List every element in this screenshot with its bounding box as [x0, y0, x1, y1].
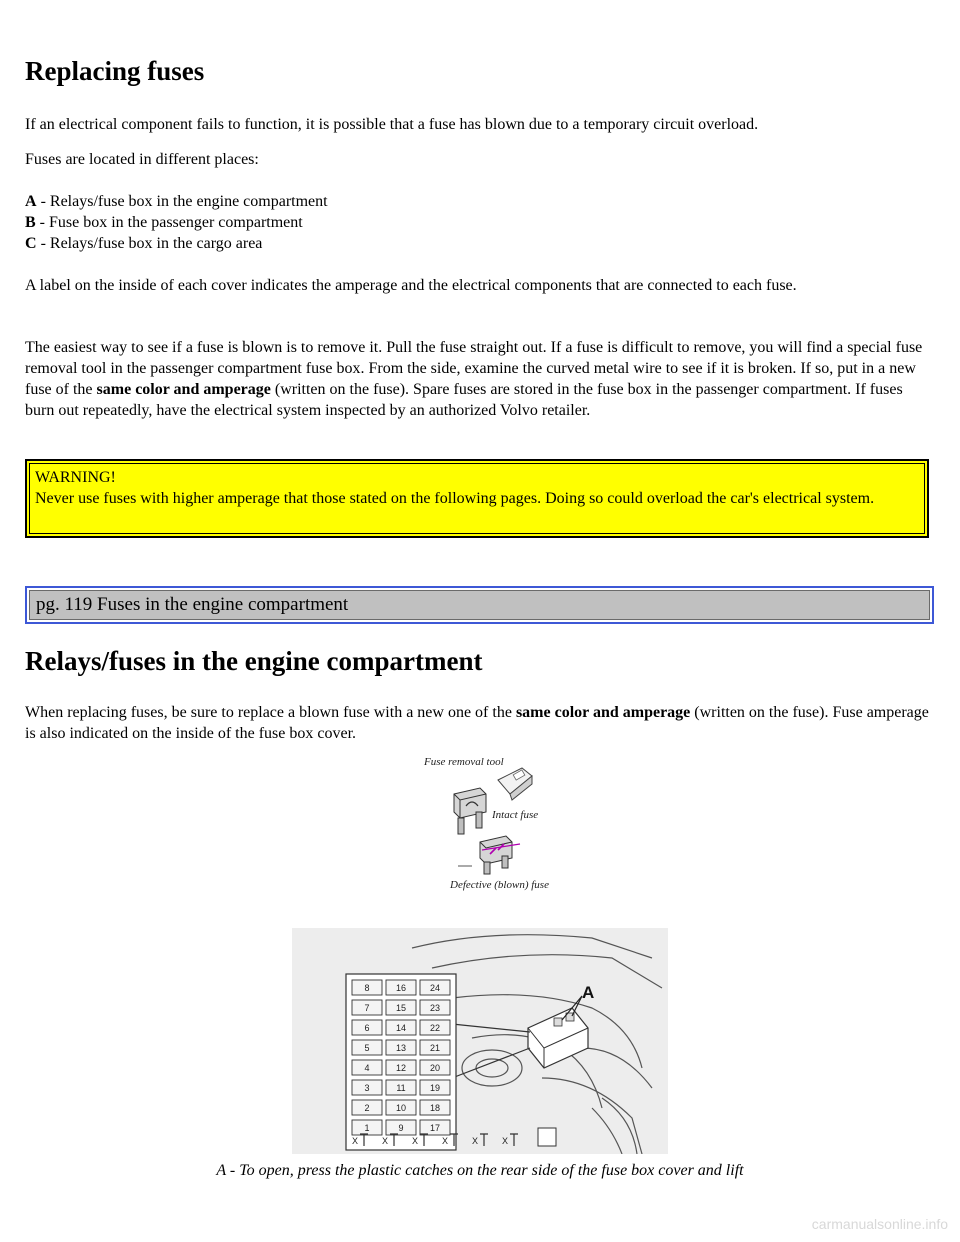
- callout-a-label: A: [582, 983, 595, 1002]
- fuse-slot-number: 23: [429, 1003, 441, 1013]
- fuse-slot-number: 9: [398, 1123, 404, 1133]
- location-item-c: C - Relays/fuse box in the cargo area: [25, 235, 263, 252]
- fuse-slot-number: 24: [429, 983, 441, 993]
- fuse-slot-number: 22: [429, 1023, 441, 1033]
- relay-mark: X: [412, 1136, 419, 1146]
- check-fuse-paragraph: The easiest way to see if a fuse is blown is to remove it. Pull the fuse straight out. If a fuse is difficult to remove, you will find a special fuse removal tool in the passenger compartment fuse box. From the side, examine the curved metal wire to see if it is broken. If so, put in a new fuse of the same color and amperage (written on the fuse). Spare fuses are stored in the fuse box in the passenger compartment. If fuses burn out repeatedly, have the electrical system inspected by an authorized Volvo retailer.: [25, 339, 923, 419]
- fuse-removal-tool-icon: [498, 768, 532, 800]
- fuse-slot-number: 8: [364, 983, 370, 993]
- relay-mark: X: [442, 1136, 449, 1146]
- fuse-slot-number: 21: [429, 1043, 441, 1053]
- fuse-tool-label: Fuse removal tool: [424, 756, 504, 768]
- intro-paragraph: If an electrical component fails to function, it is possible that a fuse has blown due to a temporary circuit overload.: [25, 116, 759, 133]
- fuse-slot-number: 15: [395, 1003, 407, 1013]
- page-link-label[interactable]: pg. 119 Fuses in the engine compartment: [29, 590, 930, 620]
- relay-mark: X: [472, 1136, 479, 1146]
- fuse-slot-number: 2: [364, 1103, 370, 1113]
- intact-fuse-label: Intact fuse: [492, 809, 539, 821]
- fuse-slot-number: 5: [364, 1043, 370, 1053]
- fuse-slot-number: 20: [429, 1063, 441, 1073]
- fuse-slot-number: 13: [395, 1043, 407, 1053]
- relay-box-icon: [528, 1008, 588, 1068]
- watermark: carmanualsonline.info: [811, 1216, 948, 1232]
- fuse-slot-number: 17: [429, 1123, 441, 1133]
- fuse-illustration: [410, 754, 560, 896]
- relay-mark: X: [352, 1136, 359, 1146]
- relay-terminal: [480, 1134, 488, 1146]
- locations-intro: Fuses are located in different places:: [25, 151, 259, 168]
- fuse-slot-number: 10: [395, 1103, 407, 1113]
- page-link-bar[interactable]: [25, 586, 934, 624]
- defective-fuse-label: Defective (blown) fuse: [450, 879, 549, 891]
- engine-compartment-illustration: [292, 928, 668, 1154]
- relay-mark: X: [502, 1136, 509, 1146]
- fuse-slot-number: 18: [429, 1103, 441, 1113]
- page-title: Replacing fuses: [25, 56, 205, 86]
- fuse-slot-number: 19: [429, 1083, 441, 1093]
- fuse-slot-number: 6: [364, 1023, 370, 1033]
- engine-diagram-svg: [292, 928, 668, 1154]
- fuse-slot-number: 16: [395, 983, 407, 993]
- relay-mark: X: [382, 1136, 389, 1146]
- fuse-slot-number: 12: [395, 1063, 407, 1073]
- fuse-slot-number: 1: [364, 1123, 370, 1133]
- section-title: Relays/fuses in the engine compartment: [25, 646, 483, 676]
- figure-caption: A - To open, press the plastic catches on the rear side of the fuse box cover and lift: [216, 1162, 744, 1179]
- location-item-b: B - Fuse box in the passenger compartment: [25, 214, 303, 231]
- defective-fuse-icon: [458, 836, 520, 874]
- fuse-slot-number: 11: [396, 1083, 406, 1093]
- warning-box: [25, 459, 929, 538]
- warning-text: Never use fuses with higher amperage that those stated on the following pages. Doing so could overload the car's electrical system.: [35, 490, 875, 507]
- fuse-slot-number: 7: [364, 1003, 370, 1013]
- intact-fuse-icon: [454, 788, 486, 834]
- fuse-slot-number: 4: [364, 1063, 370, 1073]
- relay-terminal: [510, 1134, 518, 1146]
- label-note-paragraph: A label on the inside of each cover indicates the amperage and the electrical components that are connected to each fuse.: [25, 277, 797, 294]
- section2-paragraph: When replacing fuses, be sure to replace a blown fuse with a new one of the same color and amperage (written on the fuse). Fuse amperage is also indicated on the inside of the fuse box cover.: [25, 704, 929, 742]
- location-item-a: A - Relays/fuse box in the engine compartment: [25, 193, 328, 210]
- fuse-diagram-svg: [410, 754, 560, 896]
- fuse-panel: [346, 974, 556, 1150]
- fuse-slot-number: 14: [395, 1023, 407, 1033]
- warning-title: WARNING!: [35, 469, 116, 486]
- locations-list: [25, 191, 930, 254]
- fuse-slot-number: 3: [364, 1083, 370, 1093]
